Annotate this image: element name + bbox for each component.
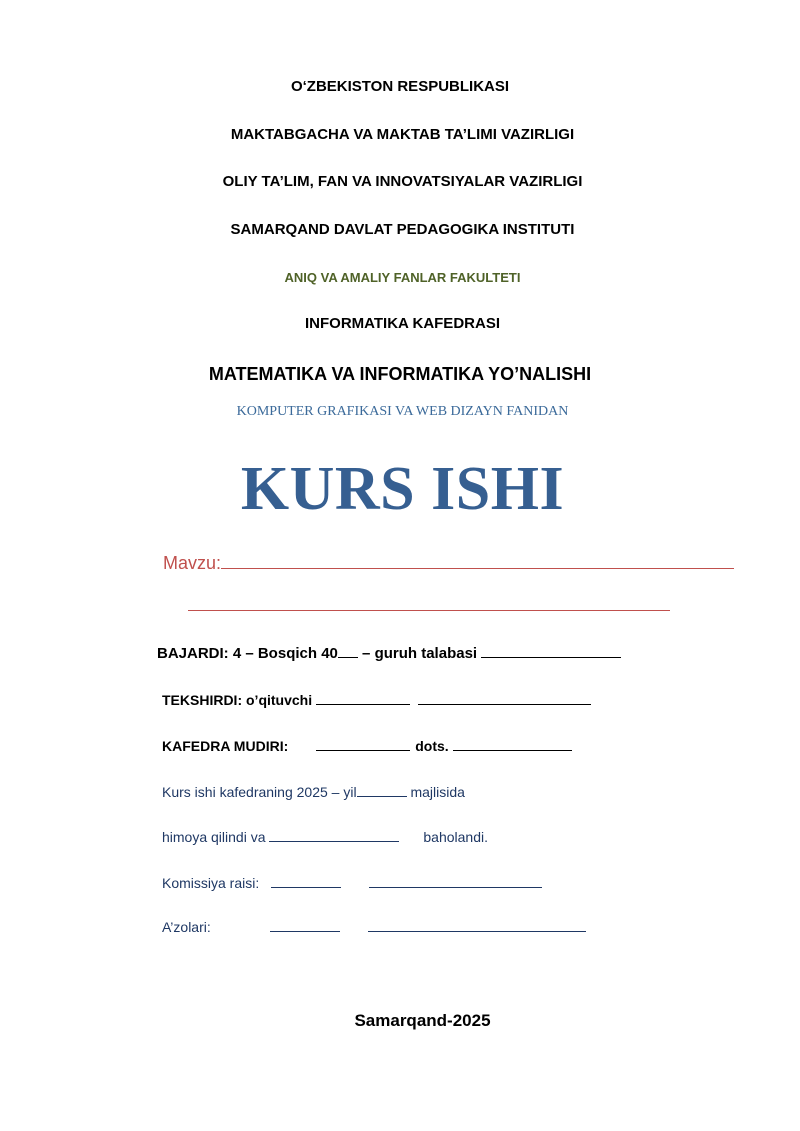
graded-label: baholandi. xyxy=(423,829,489,845)
topic-row xyxy=(163,553,734,574)
defended-label: himoya qilindi va xyxy=(162,829,270,845)
chair-name-blank xyxy=(369,875,542,888)
grade-row xyxy=(162,829,488,845)
department-name: INFORMATIKA KAFEDRASI xyxy=(305,315,500,332)
performed-by-label: BAJARDI: 4 – Bosqich 40 xyxy=(157,645,338,662)
defense-date-label: Kurs ishi kafedraning 2025 – yil xyxy=(162,784,357,800)
ministry-preschool-heading: MAKTABGACHA VA MAKTAB TA’LIMI VAZIRLIGI xyxy=(230,126,575,143)
ministry-country-heading: O‘ZBEKISTON RESPUBLIKASI xyxy=(290,78,510,95)
members-label: A’zolari: xyxy=(162,919,211,935)
direction-name: MATEMATIKA VA INFORMATIKA YO’NALISHI xyxy=(208,364,592,384)
defense-date-row xyxy=(162,784,465,800)
members-row xyxy=(162,919,586,935)
members-name-blank xyxy=(368,919,586,932)
group-number-blank xyxy=(338,645,358,658)
docent-label: dots. xyxy=(415,738,453,754)
faculty-name: ANIQ VA AMALIY FANLAR FAKULTETI xyxy=(284,270,521,285)
student-label: – guruh talabasi xyxy=(357,645,482,662)
head-name-blank xyxy=(453,738,572,751)
student-name-blank xyxy=(481,645,621,658)
commission-chair-label: Komissiya raisi: xyxy=(162,875,260,891)
grade-blank xyxy=(269,829,399,842)
teacher-name-blank xyxy=(418,692,591,705)
meeting-date-blank xyxy=(357,784,407,797)
department-head-label: KAFEDRA MUDIRI: xyxy=(162,738,289,754)
institute-name: SAMARQAND DAVLAT PEDAGOGIKA INSTITUTI xyxy=(230,221,575,238)
department-head-row xyxy=(162,738,572,754)
topic-blank-second-line xyxy=(188,596,670,611)
members-signature-blank xyxy=(270,919,340,932)
checked-by-row xyxy=(162,692,591,708)
commission-chair-row xyxy=(162,875,542,891)
topic-blank xyxy=(221,554,734,569)
head-signature-blank xyxy=(316,738,410,751)
document-title: KURS ISHI xyxy=(240,455,565,523)
subject-name: KOMPUTER GRAFIKASI VA WEB DIZAYN FANIDAN xyxy=(236,404,569,419)
checked-by-label: TEKSHIRDI: o’qituvchi xyxy=(162,692,316,708)
chair-signature-blank xyxy=(271,875,341,888)
teacher-position-blank xyxy=(316,692,410,705)
ministry-higher-education-heading: OLIY TA’LIM, FAN VA INNOVATSIYALAR VAZIRLIGI xyxy=(222,173,583,190)
performed-by-row xyxy=(157,645,621,662)
city-year: Samarqand-2025 xyxy=(354,1011,491,1030)
topic-label: Mavzu: xyxy=(163,553,222,573)
meeting-label: majlisida xyxy=(406,784,465,800)
